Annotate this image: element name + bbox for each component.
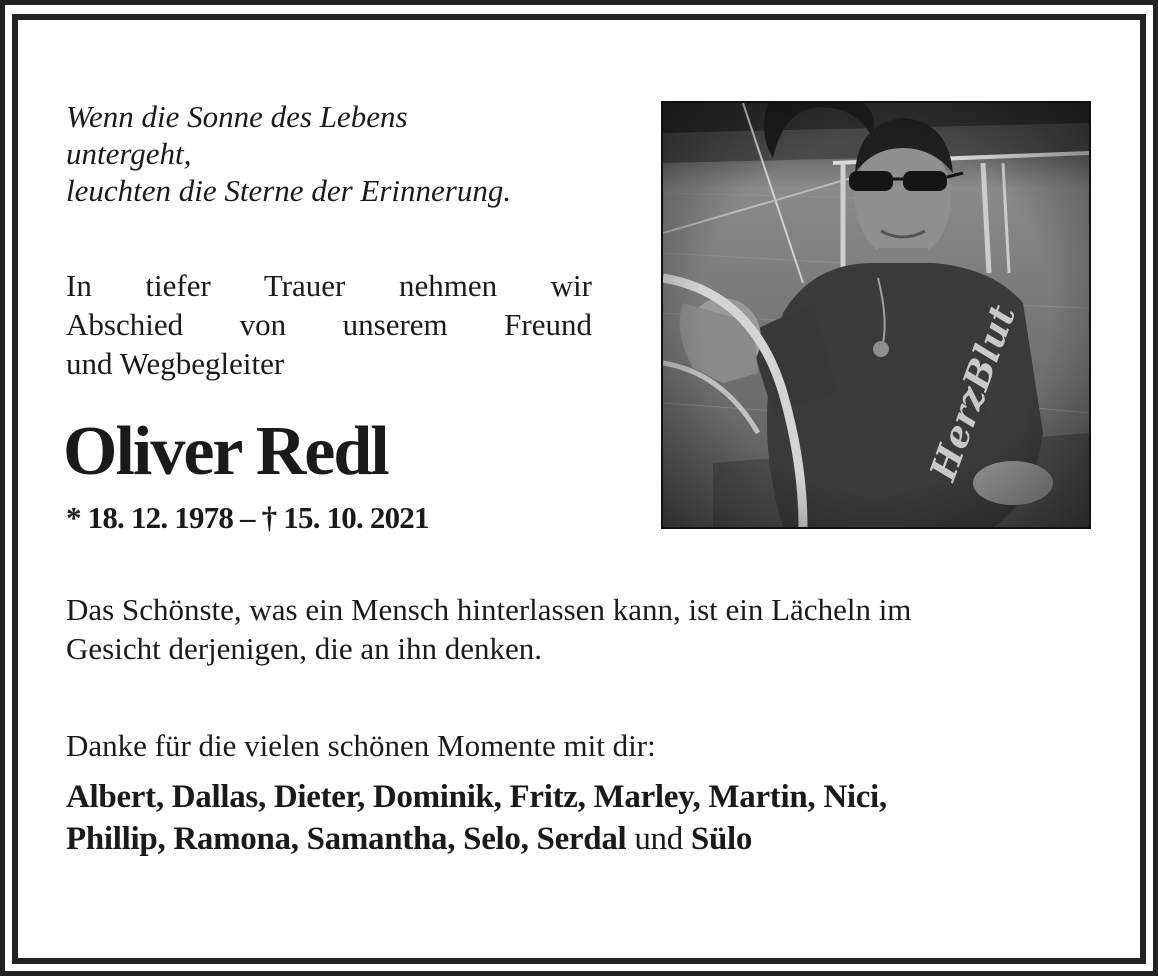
quote-line: Das Schönste, was ein Mensch hinterlassen kann, ist ein Lächeln im: [66, 592, 912, 627]
mourner-last-name: Sülo: [690, 821, 753, 857]
mourner-names-line: Phillip, Ramona, Samantha, Selo, Serdal: [66, 821, 627, 857]
mourner-names-line: Albert, Dallas, Dieter, Dominik, Fritz, Marley, Martin, Nici,: [66, 779, 887, 815]
conjunction-text: und: [634, 821, 683, 857]
life-dates: * 18. 12. 1978 – † 15. 10. 2021: [66, 500, 429, 535]
deceased-name: Oliver Redl: [63, 413, 388, 490]
portrait-photo: [661, 101, 1091, 529]
motto-line: Wenn die Sonne des Lebens: [66, 99, 408, 134]
closing-quote: [66, 590, 1096, 668]
motto-quote: [66, 98, 626, 209]
motto-line: untergeht,: [66, 136, 192, 171]
thanks-line: Danke für die vielen schönen Momente mit dir:: [66, 728, 656, 763]
motto-line: leuchten die Sterne der Erinnerung.: [66, 173, 512, 208]
mourner-names: [66, 776, 887, 860]
intro-line: In tiefer Trauer nehmen wir: [66, 268, 592, 303]
intro-line: und Wegbegleiter: [66, 346, 285, 381]
quote-line: Gesicht derjenigen, die an ihn denken.: [66, 631, 543, 666]
intro-line: Abschied von unserem Freund: [66, 307, 592, 342]
portrait-image: [663, 103, 1089, 527]
intro-text: [66, 266, 592, 383]
